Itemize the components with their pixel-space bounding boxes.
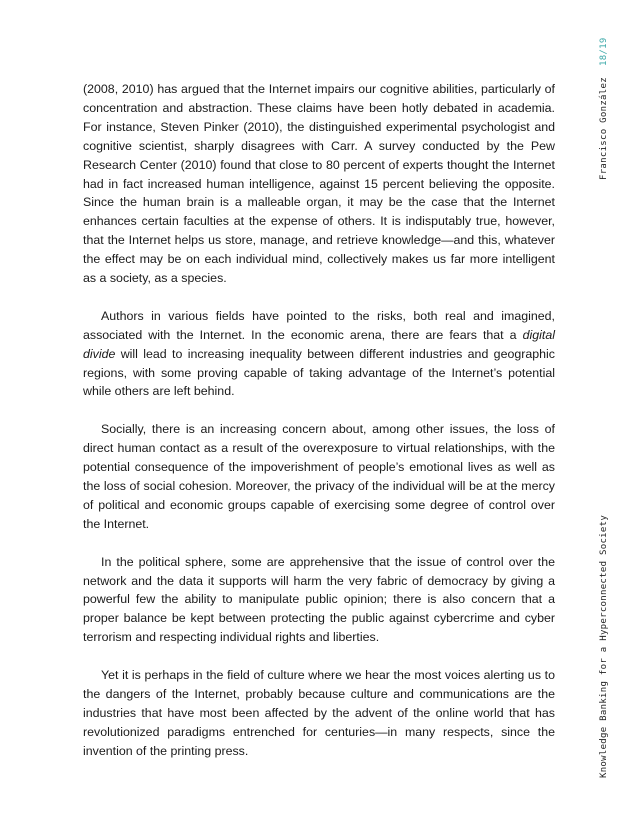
digital-divide-term: digital divide [83, 327, 555, 361]
paragraph-5: Yet it is perhaps in the field of culture where we hear the most voices alerting us to the dangers of the Internet, probably because culture and communications are the industries that have most been affected by the advent of the online world that has revolutionized paradigms entrenched for centuries—in many respects, since the invention of the printing press. [83, 668, 555, 758]
author-name: Francisco González [599, 77, 609, 180]
paragraph-2 [83, 307, 555, 402]
paragraph-1: (2008, 2010) has argued that the Internet impairs our cognitive abilities, particularly of concentration and abstraction. These claims have been hotly debated in academia. For instance, Steven Pinker (2010), the distinguished experimental psychologist and cognitive scientist, sharply disagrees with Carr. A survey conducted by the Pew Research Center (2010) found that close to 80 percent of experts thought the Internet had in fact increased human intelligence, against 15 percent believing the opposite. Since the human brain is a malleable organ, it may be the case that the Internet enhances certain faculties at the expense of others. It is indisputably true, however, that the Internet helps us store, manage, and retrieve knowledge—and this, whatever the effect may be on each individual mind, collectively makes us far more intelligent as a society, as a species. [83, 82, 555, 286]
paragraph-2-end: will lead to increasing inequality between different industries and geographic regions, with some proving capable of taking advantage of the Internet’s potential while others are left behind. [83, 346, 555, 399]
paragraph-4: In the political sphere, some are apprehensive that the issue of control over the network and the data it supports will harm the very fabric of democracy by giving a powerful few the ability to manipulate public opinion; there is also concern that a proper balance be kept between protecting the public against cybercrime and cyber terrorism and respecting individual rights and liberties. [83, 554, 555, 645]
body-text [83, 80, 555, 761]
book-title: Knowledge Banking for a Hyperconnected Society [599, 514, 609, 778]
paragraph-2-start: Authors in various fields have pointed to the risks, both real and imagined, associated with the Internet. In the economic arena, there are fears that a [83, 308, 555, 342]
paragraph-3: Socially, there is an increasing concern about, among other issues, the loss of direct human contact as a result of the overexposure to virtual relationships, with the potential consequence of the impoverishment of people’s emotional lives as well as the loss of social cohesion. Moreover, the privacy of the individual will be at the mercy of political and economic groups capable of exercising some degree of control over the Internet. [83, 422, 555, 531]
page-number: 18/19 [599, 37, 609, 66]
